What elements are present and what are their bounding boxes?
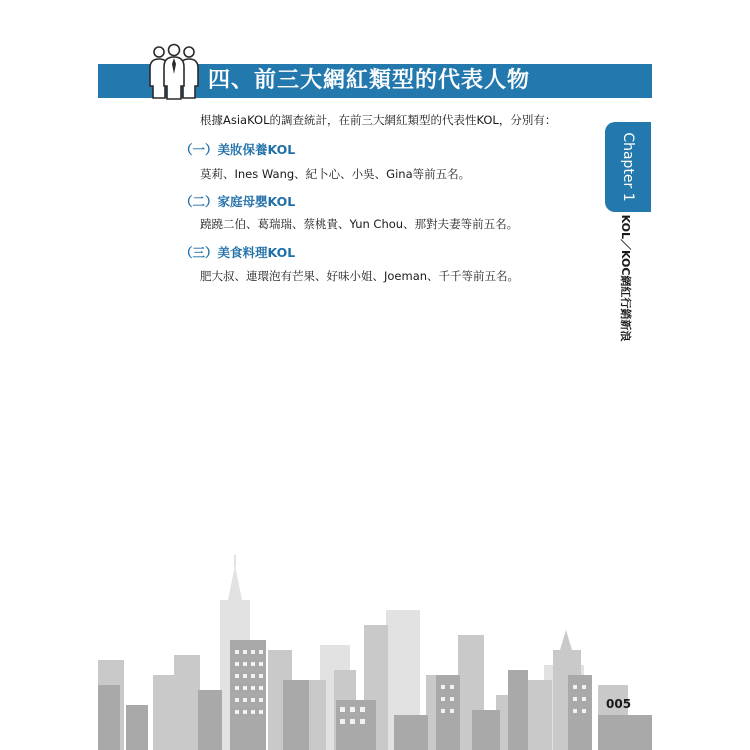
section-title: 四、前三大網紅類型的代表人物	[208, 68, 531, 93]
category-list-food: 肥大叔、連環泡有芒果、好味小姐、Joeman、千千等前五名。	[200, 269, 520, 283]
people-group-icon	[148, 42, 200, 100]
city-skyline-illustration	[98, 555, 652, 750]
category-heading-beauty: （一）美妝保養KOL	[180, 142, 296, 157]
category-heading-family: （二）家庭母嬰KOL	[180, 194, 296, 209]
category-heading-food: （三）美食料理KOL	[180, 245, 296, 260]
chapter-label: Chapter 1	[620, 132, 636, 202]
intro-paragraph: 根據AsiaKOL的調查統計，在前三大網紅類型的代表性KOL，分別有：	[200, 113, 557, 127]
chapter-subtitle: KOL／KOC網紅行銷新浪	[619, 214, 632, 342]
page-number: 005	[606, 697, 632, 711]
category-list-family: 蹺蹺二伯、葛瑞瑞、蔡桃貴、Yun Chou、那對夫妻等前五名。	[200, 217, 519, 231]
category-list-beauty: 莫莉、Ines Wang、紀卜心、小吳、Gina等前五名。	[200, 167, 471, 181]
